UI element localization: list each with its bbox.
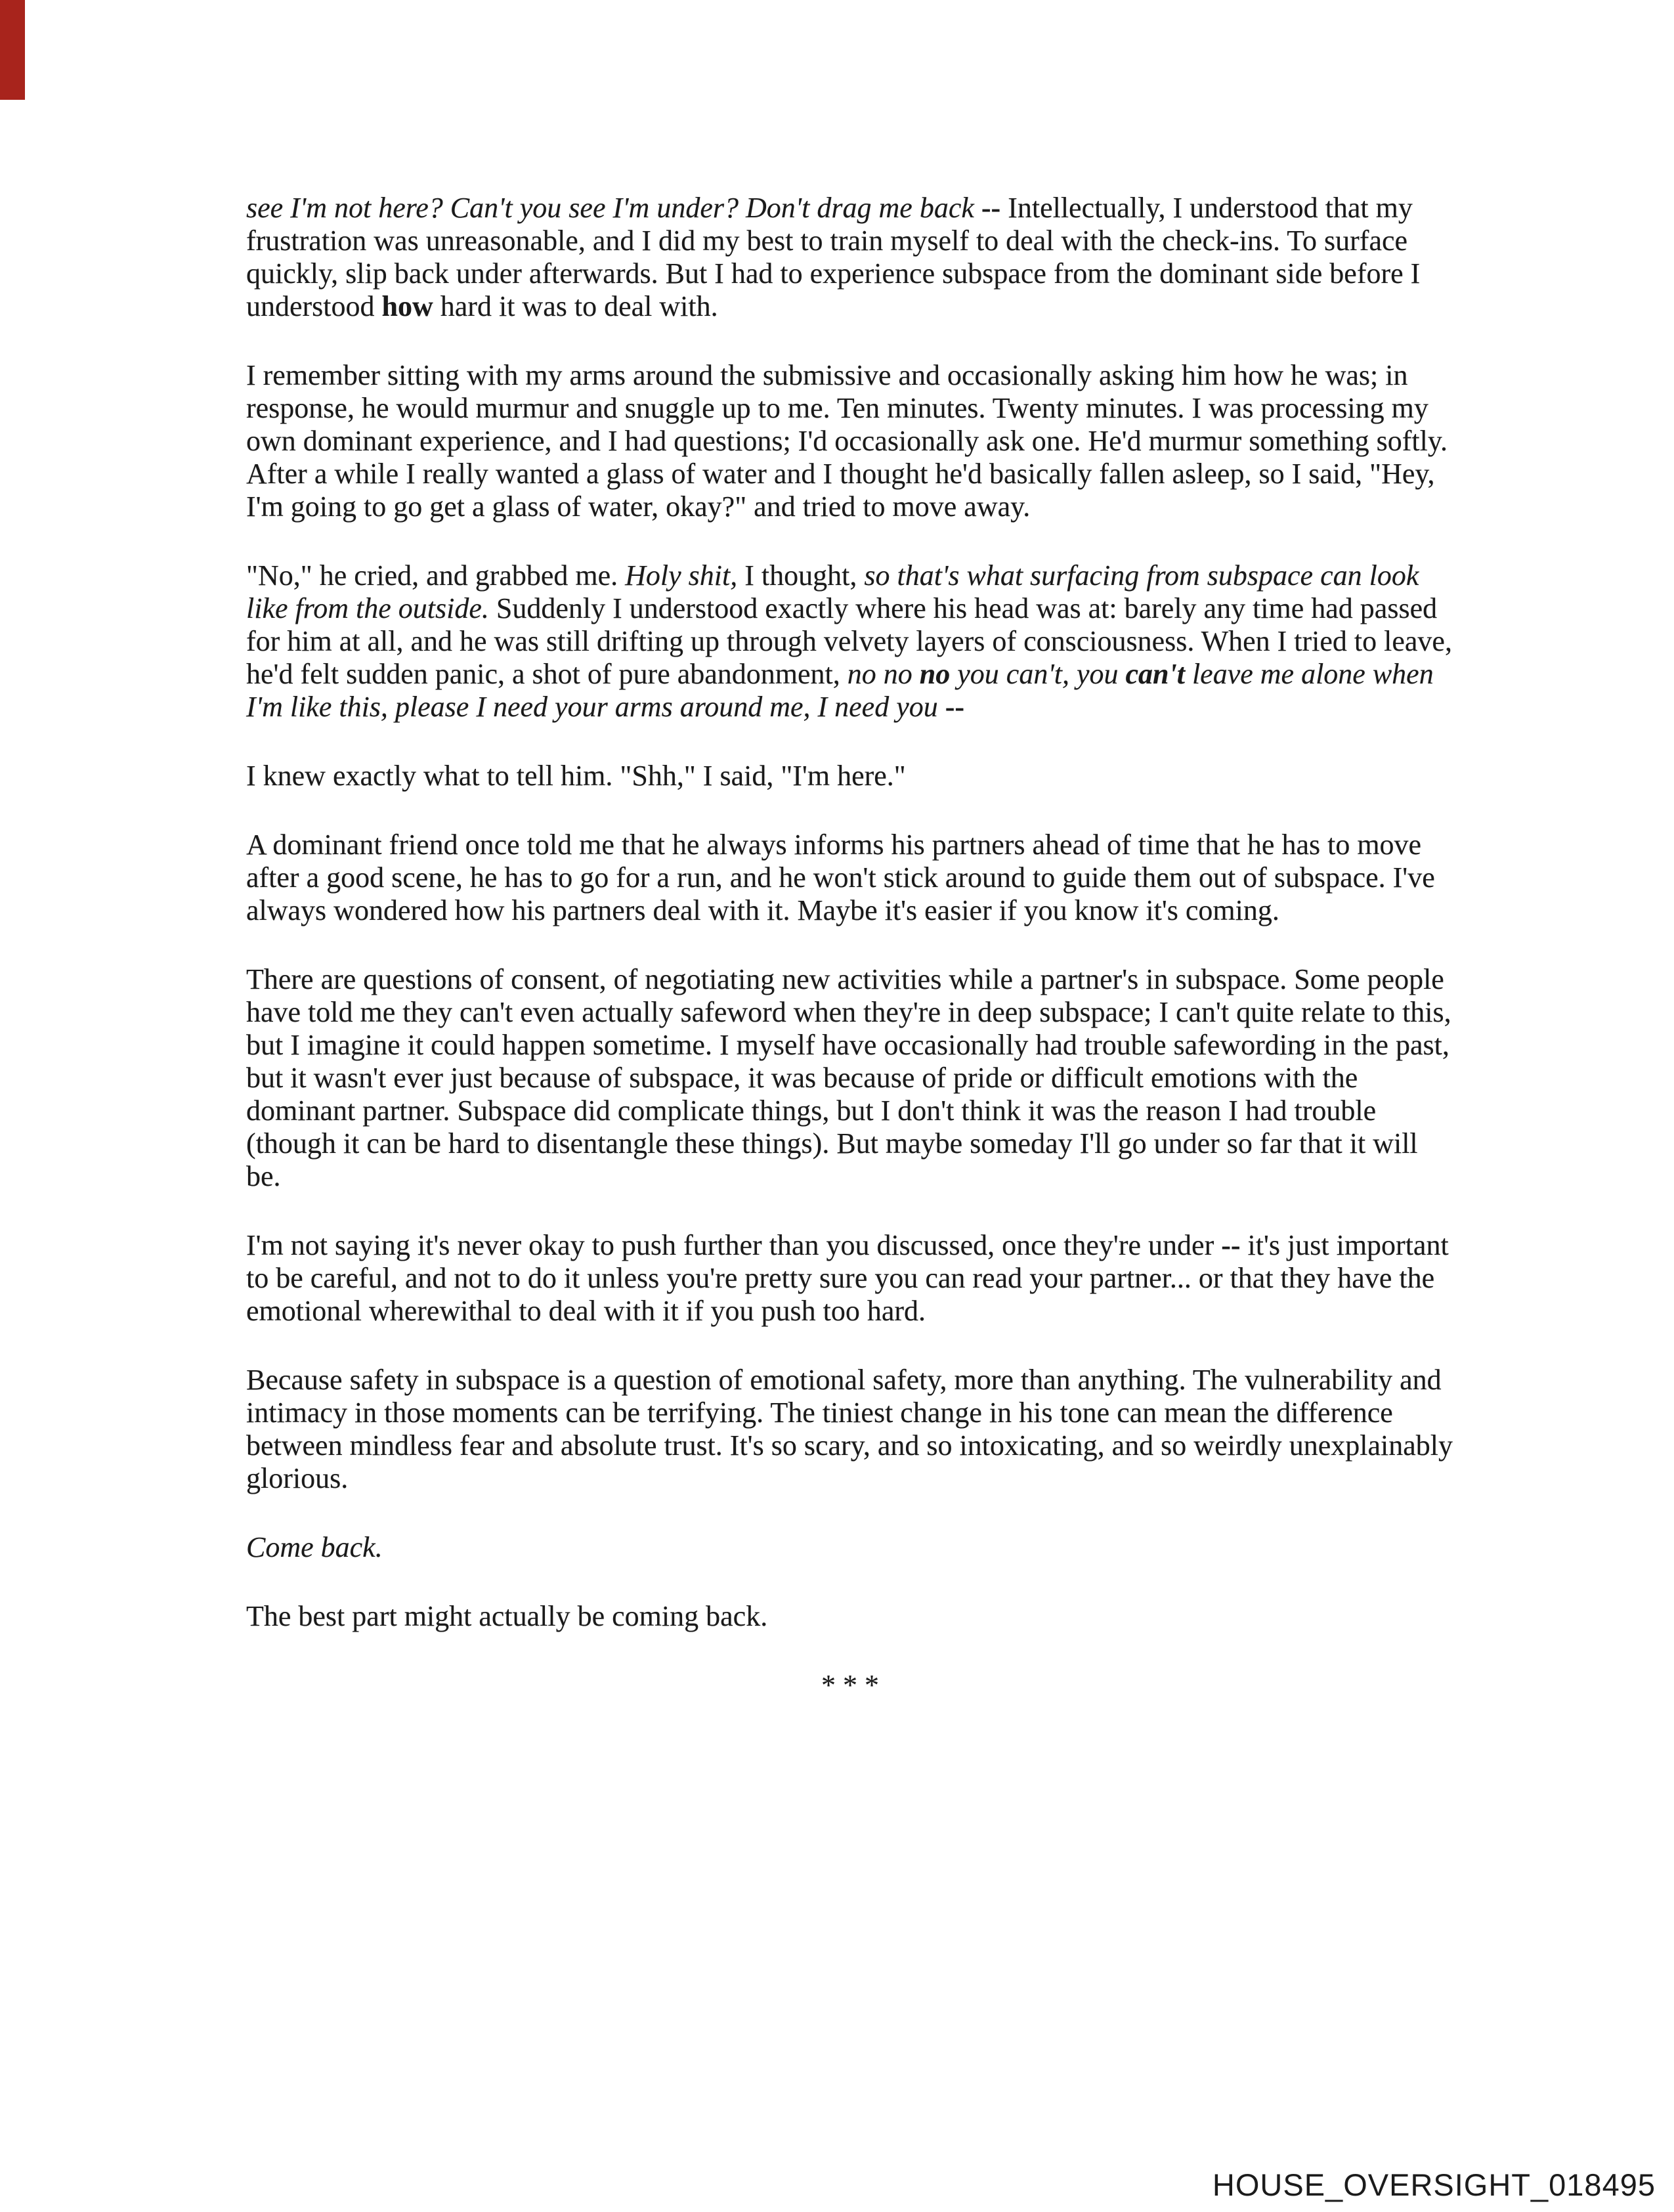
paragraph — [246, 1531, 1454, 1564]
text-run: Suddenly I understood exactly where his head was at: barely any time had passed for him at all, and he was still drifting up through velvety layers of consciousness. When I tried to leave, he'd felt sudden panic, a shot of pure abandonment, — [246, 592, 1452, 690]
text-run: leave me alone when I'm like this, please I need your arms around me, I need you — [246, 658, 1434, 723]
document-body — [246, 192, 1454, 1738]
text-run: hard it was to deal with. — [433, 290, 718, 322]
paragraph — [246, 963, 1454, 1193]
paragraph — [246, 1364, 1454, 1495]
text-run: no — [919, 658, 951, 690]
text-run: so that's what surfacing from subspace can look like from the outside. — [246, 559, 1419, 624]
text-run: I thought, — [737, 559, 865, 592]
text-run: it's just important to be careful, and not to do it unless you're pretty sure you can read your partner... or that they have the emotional wherewithal to deal with it if you push too hard. — [246, 1229, 1449, 1327]
text-run: -- — [945, 691, 965, 723]
paragraph — [246, 1600, 1454, 1633]
text-run: There are questions of consent, of negotiating new activities while a partner's in subspace. Some people have told me they can't even actually safeword when they're in deep subspace; I can't quite relate to this, but I imagine it could happen sometime. I myself have occasionally had trouble safewording in the past, but it wasn't ever just because of subspace, it was because of pride or difficult emotions with the dominant partner. Subspace did complicate things, but I don't think it was the reason I had trouble (though it can be hard to disentangle these things). But maybe someday I'll go under so far that it will be. — [246, 963, 1451, 1192]
paragraph — [246, 359, 1454, 523]
text-run: -- — [1221, 1229, 1241, 1261]
text-run: see I'm not here? Can't you see I'm under? Don't drag me back — [246, 192, 981, 224]
text-run: how — [381, 290, 433, 322]
text-run: no no — [847, 658, 920, 690]
text-run: Come back. — [246, 1531, 383, 1563]
paragraph — [246, 1669, 1454, 1702]
paragraph — [246, 760, 1454, 792]
text-run: I remember sitting with my arms around the submissive and occasionally asking him how he was; in response, he would murmur and snuggle up to me. Ten minutes. Twenty minutes. I was processing my own dominant experience, and I had questions; I'd occasionally ask one. He'd murmur something softly. After a while I really wanted a glass of water and I thought he'd basically fallen asleep, so I said, "Hey, I'm going to go get a glass of water, okay?" and tried to move away. — [246, 359, 1448, 523]
paragraph — [246, 829, 1454, 927]
corner-redaction-mark — [0, 0, 25, 100]
text-run: Holy shit, — [625, 559, 738, 592]
text-run: A dominant friend once told me that he always informs his partners ahead of time that he has to move after a good scene, he has to go for a run, and he won't stick around to guide them out of subspace. I've always wondered how his partners deal with it. Maybe it's easier if you know it's coming. — [246, 829, 1435, 926]
paragraph — [246, 1229, 1454, 1328]
text-run: can't — [1125, 658, 1185, 690]
text-run: Because safety in subspace is a question of emotional safety, more than anything. The vulnerability and intimacy in those moments can be terrifying. The tiniest change in his tone can mean the difference between mindless fear and absolute trust. It's so scary, and so intoxicating, and so weirdly unexplainably glorious. — [246, 1364, 1453, 1494]
text-run: The best part might actually be coming back. — [246, 1600, 768, 1632]
text-run: you can't, you — [950, 658, 1126, 690]
text-run: I knew exactly what to tell him. "Shh," I said, "I'm here." — [246, 760, 906, 792]
text-run: Intellectually, I understood that my frustration was unreasonable, and I did my best to train myself to deal with the check-ins. To surface quickly, slip back under afterwards. But I had to experience subspace from the dominant side before I understood — [246, 192, 1421, 322]
text-run: I'm not saying it's never okay to push further than you discussed, once they're under — [246, 1229, 1222, 1261]
text-run: * * * — [821, 1669, 879, 1701]
paragraph — [246, 559, 1454, 724]
text-run: -- — [981, 192, 1001, 224]
bates-number: HOUSE_OVERSIGHT_018495 — [1212, 2167, 1656, 2202]
paragraph — [246, 192, 1454, 323]
text-run: "No," he cried, and grabbed me. — [246, 559, 626, 592]
